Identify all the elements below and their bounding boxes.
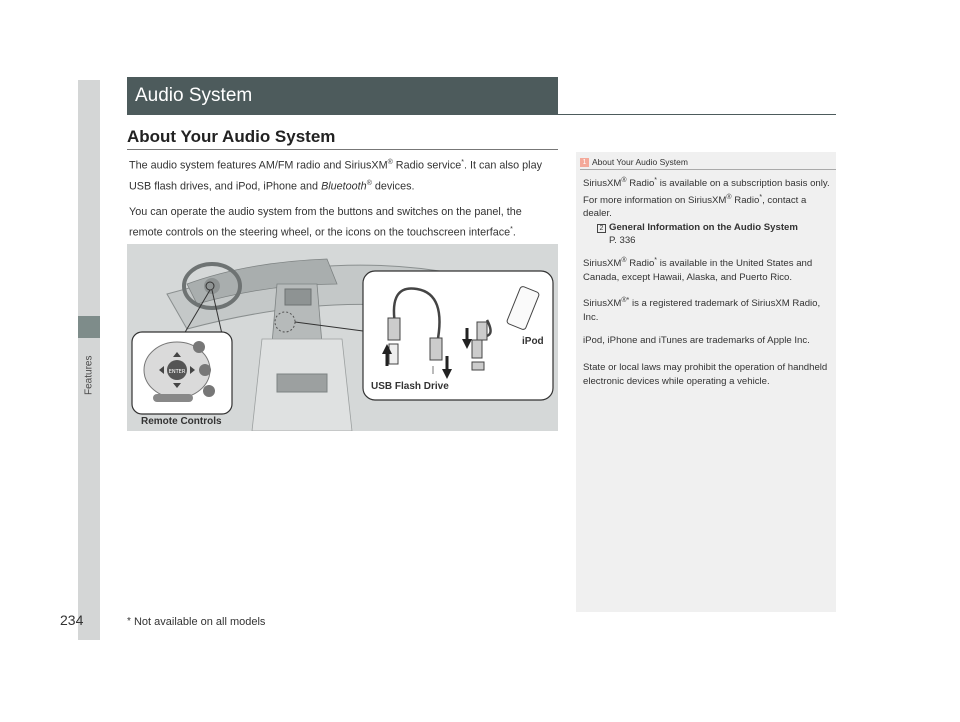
usb-flash-drive-label: USB Flash Drive: [371, 381, 449, 392]
remote-controls-label: Remote Controls: [141, 416, 222, 427]
note-icon: 1: [580, 158, 589, 167]
dashboard-illustration: [127, 244, 558, 431]
header-divider: [127, 114, 836, 115]
enter-button-label: ENTER: [168, 369, 186, 375]
page-number: 234: [60, 612, 84, 628]
sidebar-note-laws: State or local laws may prohibit the operation of handheld electronic devices while operating a vehicle.: [583, 362, 828, 387]
section-divider: [127, 149, 558, 150]
arrow-reference-icon: 2: [597, 224, 606, 233]
intro-paragraph: The audio system features AM/FM radio and SiriusXM® Radio service*. It can also play USB flash drives, and iPod, iPhone and Bluetooth® devices.: [129, 159, 542, 193]
dashboard-drawing: [127, 244, 558, 431]
sidebar-note-subscription: SiriusXM® Radio* is available on a subscription basis only. For more information on SiriusXM® Radio*, contact a dealer. 2 General Information on the Audio System P. 336: [583, 177, 830, 247]
chapter-header: [127, 77, 558, 115]
sidebar-note-trademark: SiriusXM®* is a registered trademark of SiriusXM Radio, Inc.: [583, 297, 821, 323]
sidebar-divider: [580, 169, 836, 170]
ipod-label: iPod: [522, 336, 544, 347]
chapter-label: Features: [83, 355, 95, 395]
sidebar-note-apple: iPod, iPhone and iTunes are trademarks of Apple Inc.: [583, 335, 810, 346]
sidebar-header: 1 About Your Audio System: [580, 157, 688, 167]
reference-page[interactable]: P. 336: [609, 235, 636, 247]
sidebar-note-availability: SiriusXM® Radio* is available in the United States and Canada, except Hawaii, Alaska, and Puerto Rico.: [583, 257, 813, 283]
chapter-tab[interactable]: [78, 316, 100, 338]
section-title: About Your Audio System: [127, 127, 336, 146]
reference-link[interactable]: 2 General Information on the Audio System: [583, 222, 798, 233]
chapter-title: Audio System: [135, 85, 253, 106]
operation-paragraph: You can operate the audio system from the buttons and switches on the panel, the remote controls on the steering wheel, or the icons on the touchscreen interface*.: [129, 206, 522, 239]
footnote: * Not available on all models: [127, 616, 266, 628]
